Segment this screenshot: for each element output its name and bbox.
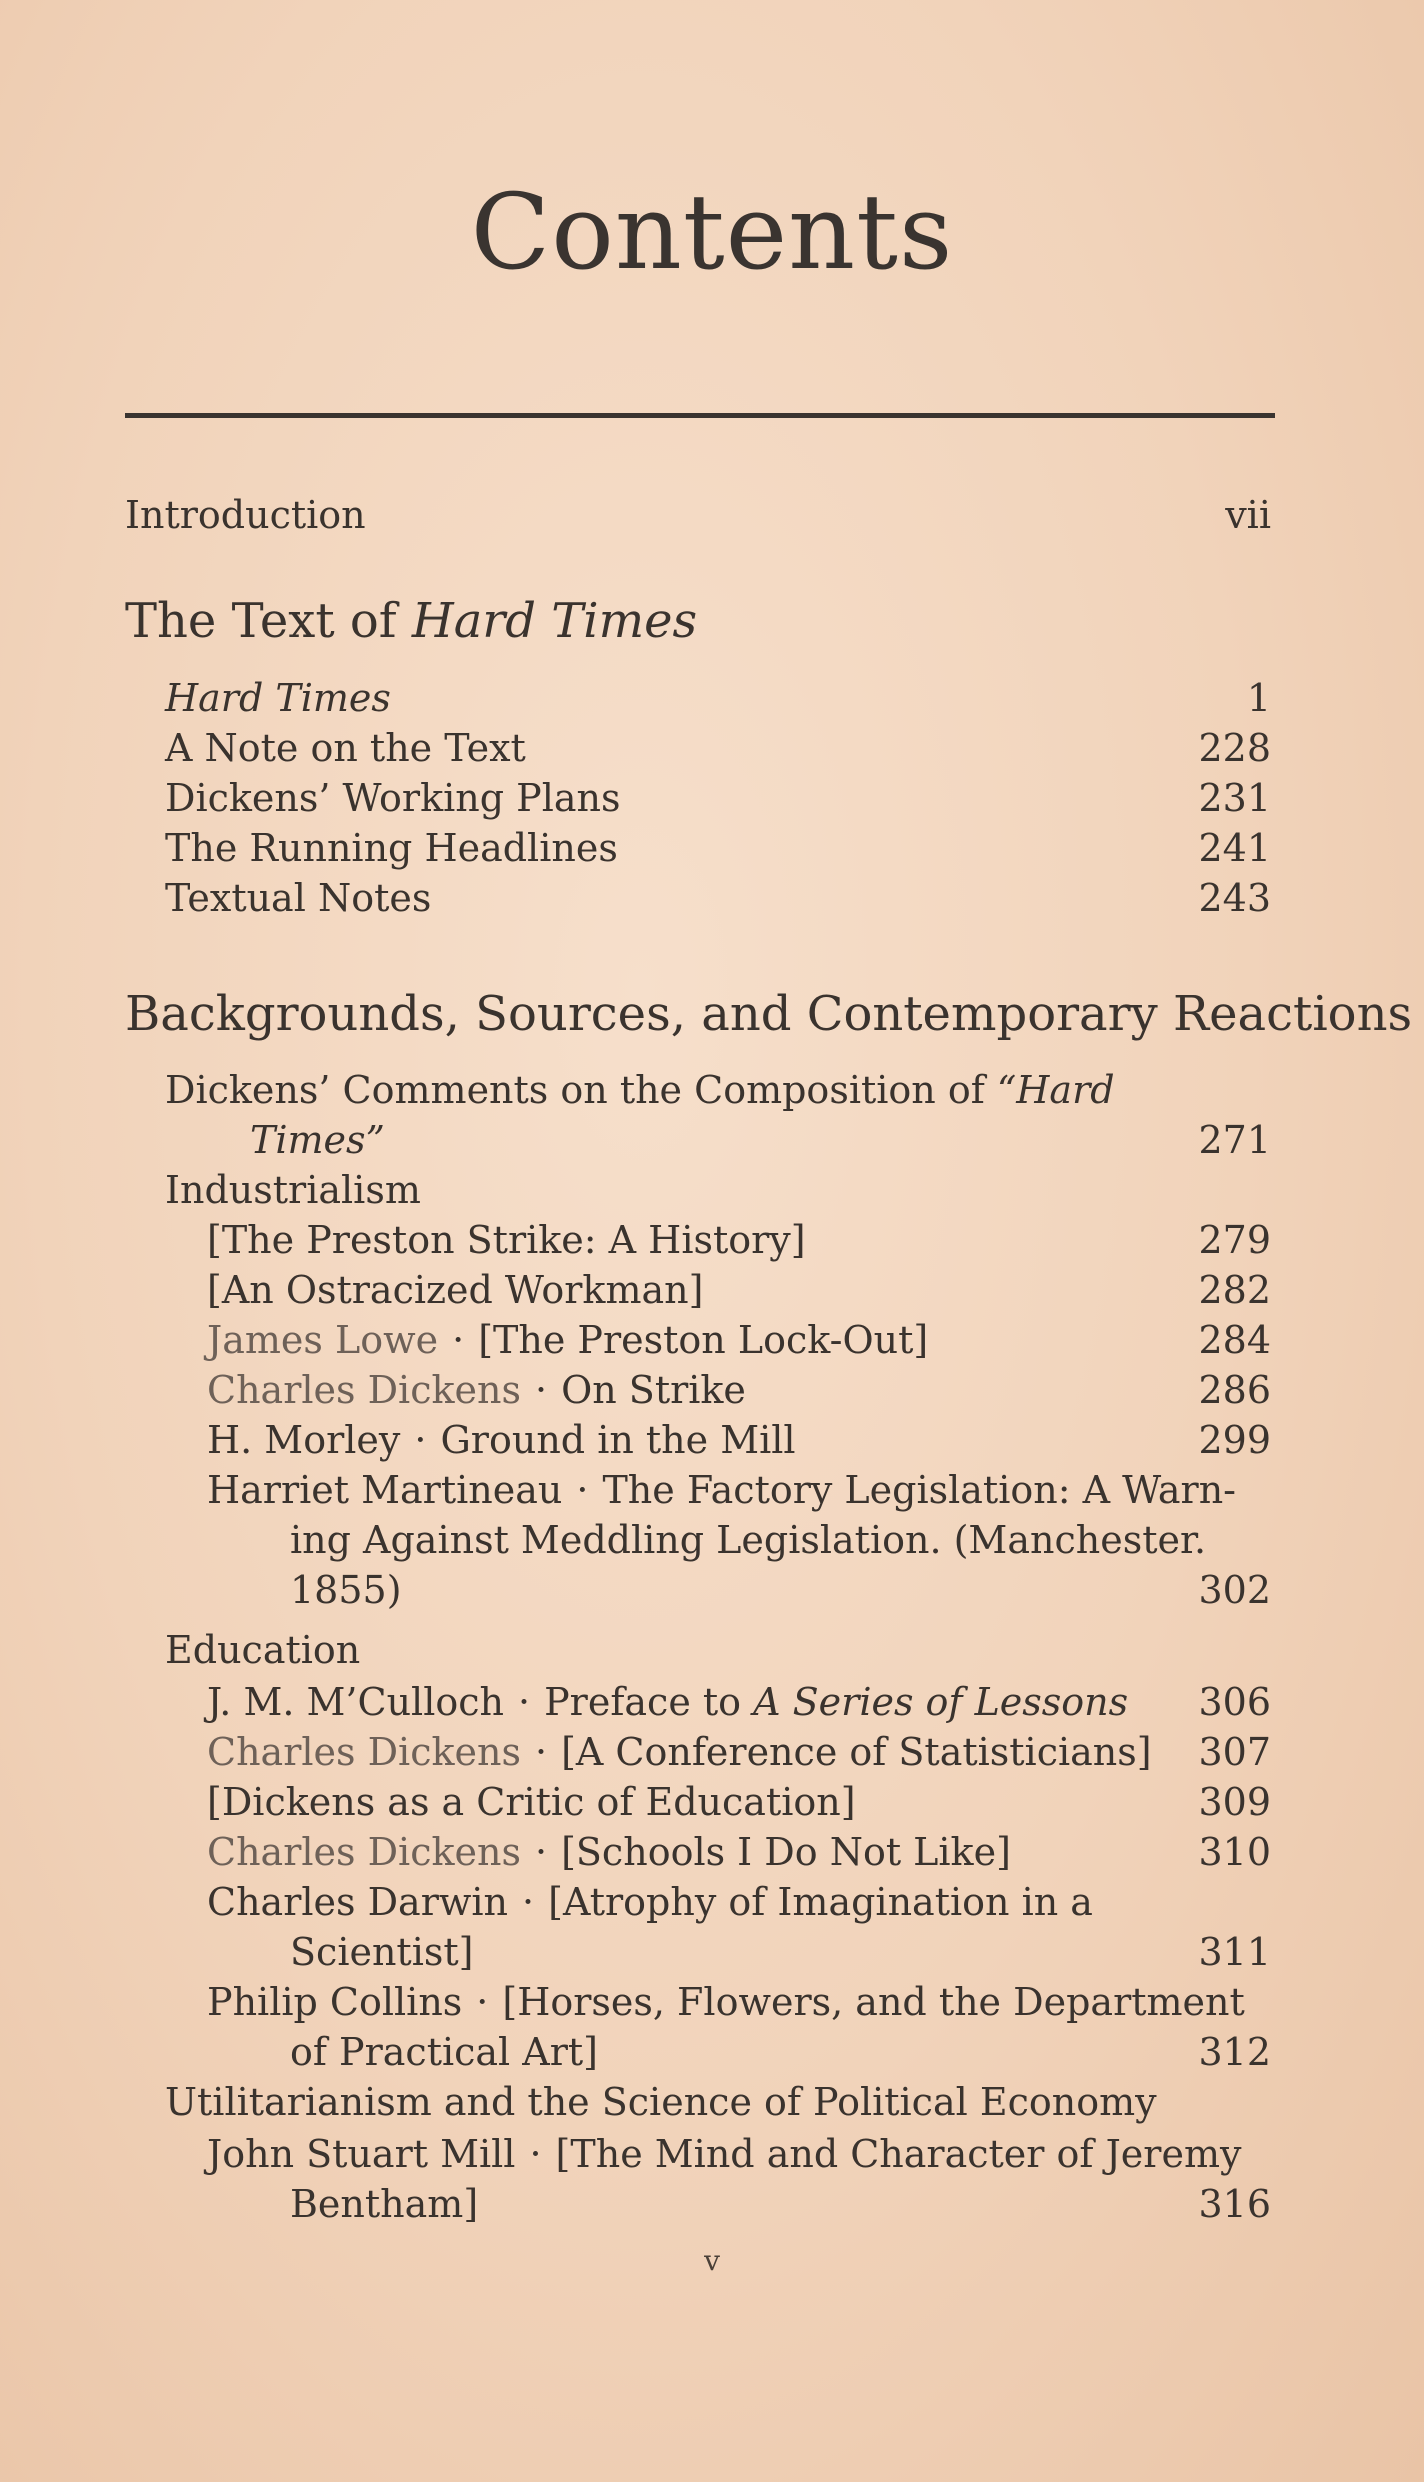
toc-entry-comments-cont: [0, 1115, 1424, 1165]
entry-title: [A Conference of Statisticians]: [561, 1730, 1152, 1774]
entry-page: 311: [1198, 1930, 1271, 1974]
separator-dot: ·: [534, 1368, 548, 1412]
entry-page: 279: [1198, 1218, 1271, 1262]
toc-entry: [0, 1727, 1424, 1777]
entry-page: vii: [1225, 493, 1271, 537]
entry-title: Textual Notes: [165, 876, 432, 920]
entry-page: 316: [1198, 2182, 1271, 2226]
entry-page: 231: [1198, 776, 1271, 820]
separator-dot: ·: [476, 1980, 489, 2024]
separator-dot: ·: [518, 1680, 531, 1724]
entry-page: 302: [1198, 1568, 1271, 1612]
entry-page: 299: [1198, 1418, 1271, 1462]
toc-entry: [0, 1215, 1424, 1265]
subsection-heading: [0, 1165, 1424, 1215]
entry-title: Bentham]: [290, 2182, 479, 2226]
separator-dot: ·: [452, 1318, 465, 1362]
entry-title: A Note on the Text: [165, 726, 526, 770]
entry-title: [Schools I Do Not Like]: [561, 1830, 1011, 1874]
entry-page: 286: [1198, 1368, 1271, 1412]
entry-author: Harriet Martineau: [207, 1468, 563, 1512]
entry-author: Charles Dickens: [207, 1368, 521, 1412]
entry-title: [An Ostracized Workman]: [207, 1268, 704, 1312]
entry-title: Introduction: [125, 493, 366, 537]
toc-entry: [0, 823, 1424, 873]
separator-dot: ·: [529, 2132, 542, 2176]
entry-title: of Practical Art]: [290, 2030, 598, 2074]
toc-entry: [0, 673, 1424, 723]
toc-entry-comments: [0, 1065, 1424, 1115]
entry-title-italic: A Series of Lessons: [753, 1680, 1129, 1724]
toc-entry: [0, 1465, 1424, 1515]
entry-title: [The Mind and Character of Jeremy: [555, 2132, 1242, 2176]
toc-entry: [0, 1265, 1424, 1315]
toc-entry: [0, 1977, 1424, 2027]
toc-entry: [0, 773, 1424, 823]
entry-page: 271: [1198, 1118, 1271, 1162]
entry-title: [Atrophy of Imagination in a: [548, 1880, 1093, 1924]
entry-author: H. Morley: [207, 1418, 401, 1462]
entry-title: [The Preston Strike: A History]: [207, 1218, 806, 1262]
entry-title-italic: Times”: [250, 1118, 385, 1162]
toc-entry: [0, 1315, 1424, 1365]
entry-page: 284: [1198, 1318, 1271, 1362]
toc-entry-cont: [0, 2027, 1424, 2077]
entry-author: Charles Dickens: [207, 1730, 521, 1774]
page-number: v: [704, 2244, 720, 2277]
entry-page: 228: [1198, 726, 1271, 770]
section-heading-prefix: The Text of: [125, 593, 412, 649]
entry-title: The Running Headlines: [165, 826, 618, 870]
section-heading-text: [0, 590, 1424, 652]
title-rule: [125, 413, 1275, 418]
entry-title: 1855): [290, 1568, 402, 1612]
toc-entry-cont: [0, 1927, 1424, 1977]
toc-entry: [0, 1365, 1424, 1415]
entry-title: Dickens’ Working Plans: [165, 776, 621, 820]
toc-entry: [0, 1415, 1424, 1465]
subsection-label: Education: [165, 1628, 361, 1672]
toc-entry: [0, 723, 1424, 773]
subsection-heading: [0, 1625, 1424, 1675]
subsection-heading: [0, 2077, 1424, 2127]
entry-page: 307: [1198, 1730, 1271, 1774]
entry-title: ing Against Meddling Legislation. (Manchester.: [290, 1518, 1207, 1562]
entry-title: Preface to: [544, 1680, 754, 1724]
entry-author: Philip Collins: [207, 1980, 463, 2024]
section-heading-italic: Hard Times: [411, 593, 698, 649]
entry-author: J. M. M’Culloch: [207, 1680, 504, 1724]
entry-title: [Dickens as a Critic of Education]: [207, 1780, 856, 1824]
entry-page: 312: [1198, 2030, 1271, 2074]
separator-dot: ·: [534, 1830, 548, 1874]
entry-page: 309: [1198, 1780, 1271, 1824]
entry-title: [Horses, Flowers, and the Department: [502, 1980, 1245, 2024]
separator-dot: ·: [414, 1418, 427, 1462]
toc-entry: [0, 873, 1424, 923]
toc-entry-cont: [0, 2179, 1424, 2229]
subsection-label: Utilitarianism and the Science of Political Economy: [165, 2080, 1157, 2124]
entry-title: Ground in the Mill: [440, 1418, 796, 1462]
entry-author: John Stuart Mill: [207, 2132, 516, 2176]
entry-title-italic: “Hard: [996, 1068, 1115, 1112]
toc-entry-cont: [0, 1565, 1424, 1615]
entry-author: Charles Darwin: [207, 1880, 509, 1924]
entry-title: Scientist]: [290, 1930, 474, 1974]
entry-page: 282: [1198, 1268, 1271, 1312]
entry-title: On Strike: [561, 1368, 746, 1412]
entry-author: James Lowe: [207, 1318, 439, 1362]
entry-page: 310: [1198, 1830, 1271, 1874]
toc-entry: [0, 1827, 1424, 1877]
section-heading-text: Backgrounds, Sources, and Contemporary Reactions: [125, 986, 1413, 1042]
page-title: Contents: [470, 171, 954, 293]
subsection-label: Industrialism: [165, 1168, 421, 1212]
separator-dot: ·: [534, 1730, 548, 1774]
entry-page: 306: [1198, 1680, 1271, 1724]
toc-entry: [0, 2129, 1424, 2179]
separator-dot: ·: [522, 1880, 535, 1924]
entry-page: 241: [1198, 826, 1271, 870]
toc-entry: [0, 1877, 1424, 1927]
entry-title: Hard Times: [165, 676, 391, 720]
entry-title: The Factory Legislation: A Warn-: [602, 1468, 1237, 1512]
entry-page: 243: [1198, 876, 1271, 920]
entry-page: 1: [1246, 676, 1271, 720]
toc-entry: [0, 1677, 1424, 1727]
entry-title: Dickens’ Comments on the Composition of: [165, 1068, 997, 1112]
section-heading: [0, 983, 1424, 1045]
toc-entry: [0, 1777, 1424, 1827]
toc-entry-cont: [0, 1515, 1424, 1565]
separator-dot: ·: [576, 1468, 589, 1512]
entry-title: [The Preston Lock-Out]: [478, 1318, 929, 1362]
entry-author: Charles Dickens: [207, 1830, 521, 1874]
toc-entry-introduction: [0, 490, 1424, 540]
